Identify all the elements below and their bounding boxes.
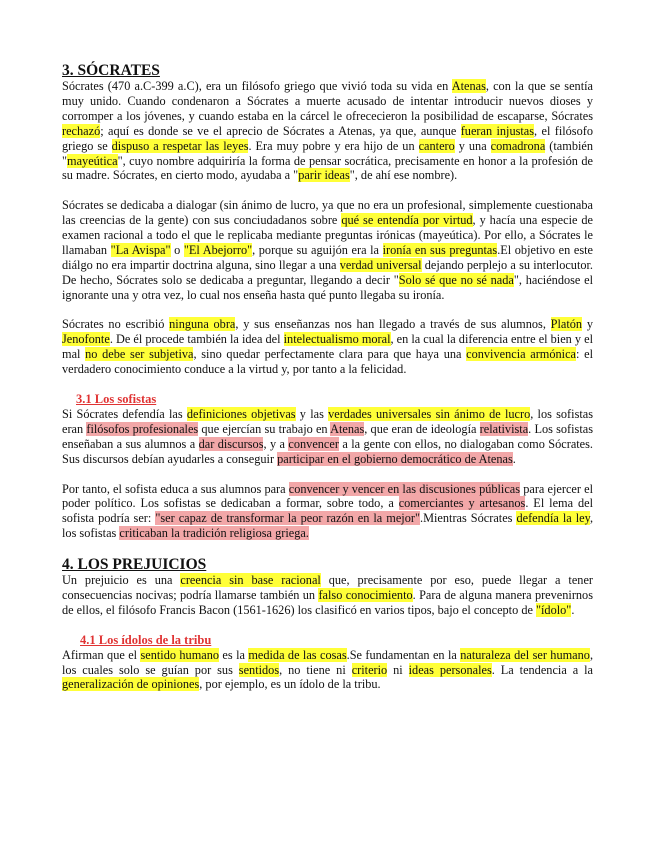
paragraph-gap bbox=[62, 618, 593, 633]
text-run: (también " bbox=[62, 138, 593, 168]
paragraph bbox=[62, 407, 593, 467]
text-run: y bbox=[582, 317, 593, 332]
highlight-yellow: generalización de opiniones bbox=[62, 677, 200, 692]
paragraph bbox=[62, 198, 593, 302]
heading-socrates: 3. SÓCRATES bbox=[62, 62, 160, 79]
text-run: . bbox=[571, 602, 575, 617]
text-run: ", de ahí ese nombre). bbox=[349, 168, 458, 183]
text-run: Sócrates se dedicaba a dialogar (sin ánimo de lucro, ya que no era un profesional, simplemente cuestionaba las creencias de la gente) con sus conciudadanos sobre bbox=[62, 198, 593, 228]
text-run: y las bbox=[295, 406, 329, 421]
text-run: . La tendencia a la bbox=[491, 662, 593, 677]
highlight-yellow: sentido humano bbox=[140, 647, 220, 662]
text-run: , porque su aguijón era la bbox=[252, 242, 383, 257]
highlight-yellow: ninguna obra bbox=[169, 317, 236, 332]
text-run: . Para de alguna manera prevenirnos de ellos, el filósofo Francis Bacon (1561-1626) los clasificó en varios tipos, bajo el concepto de bbox=[62, 587, 593, 617]
text-run: . De él procede también la idea del bbox=[109, 332, 284, 347]
text-run: Afirman que el bbox=[62, 647, 141, 662]
text-run: ; aquí es donde se ve el aprecio de Sócrates a Atenas, ya que, aunque bbox=[100, 123, 461, 138]
highlight-yellow: no debe ser subjetiva bbox=[85, 347, 194, 362]
highlight-yellow: dispuso a respetar las leyes bbox=[111, 138, 249, 153]
highlight-yellow: creencia sin base racional bbox=[180, 573, 321, 588]
highlight-yellow: criterio bbox=[351, 662, 388, 677]
text-run: . El lema del sofista podría ser: bbox=[62, 496, 593, 526]
highlight-pink: comerciantes y artesanos bbox=[398, 496, 526, 511]
highlight-yellow: rechazó bbox=[62, 123, 101, 138]
text-run: Si Sócrates defendía las bbox=[62, 406, 187, 421]
highlight-yellow: "ídolo" bbox=[536, 602, 572, 617]
text-run: Un prejuicio es una bbox=[62, 573, 181, 588]
paragraph bbox=[62, 79, 593, 183]
highlight-yellow: mayeútica bbox=[67, 153, 118, 168]
highlight-pink: dar discursos bbox=[198, 436, 264, 451]
highlight-yellow: "La Avispa" bbox=[110, 242, 171, 257]
highlight-yellow: medida de las cosas bbox=[248, 647, 347, 662]
highlight-pink: relativista bbox=[479, 421, 529, 436]
heading-prejuicios: 4. LOS PREJUICIOS bbox=[62, 556, 207, 574]
text-run: , sino quedar perfectamente clara para que haya una bbox=[193, 347, 467, 362]
highlight-pink: filósofos profesionales bbox=[86, 421, 199, 436]
highlight-yellow: comadrona bbox=[490, 138, 546, 153]
text-run: .Se fundamentan en la bbox=[346, 647, 461, 662]
paragraph bbox=[62, 317, 593, 377]
text-run: Sócrates no escribió bbox=[62, 317, 170, 332]
heading-idolos-tribu: 4.1 Los ídolos de la tribu bbox=[80, 632, 212, 647]
paragraph bbox=[62, 482, 593, 542]
text-run: . Era muy pobre y era hijo de un bbox=[248, 138, 419, 153]
text-run: , los sofistas eran bbox=[62, 406, 594, 436]
text-run: que, precisamente por eso, puede llegar a tener consecuencias nocivas; podría llamarse también un bbox=[62, 573, 593, 602]
paragraph-gap bbox=[62, 303, 593, 318]
highlight-yellow: convivencia armónica bbox=[466, 347, 577, 362]
heading-sofistas: 3.1 Los sofistas bbox=[76, 391, 157, 406]
highlight-yellow: verdad universal bbox=[339, 257, 422, 272]
highlight-yellow: cantero bbox=[418, 138, 455, 153]
text-run: y una bbox=[454, 138, 491, 153]
text-run: : el verdadero conocimiento conduce a la virtud y, por tanto a la felicidad. bbox=[62, 347, 594, 377]
text-run: o bbox=[170, 242, 184, 257]
paragraph bbox=[62, 573, 593, 618]
text-run: , el filósofo griego se bbox=[62, 123, 593, 153]
text-run: , y sus enseñanzas nos han llegado a través de sus alumnos, bbox=[235, 317, 551, 332]
text-run: Por tanto, el sofista educa a sus alumnos para bbox=[62, 481, 289, 496]
text-run: , que eran de ideología bbox=[364, 421, 480, 436]
highlight-yellow: definiciones objetivas bbox=[186, 406, 296, 421]
text-run: , y hacía una especie de examen racional a todo el que le replicaba mediante preguntas irónicas (mayeútica). Por ello, a Sócrates le llamaban bbox=[62, 213, 593, 257]
paragraph-gap bbox=[62, 183, 593, 198]
text-run: . Los sofistas enseñaban a sus alumnos a bbox=[62, 421, 593, 451]
text-run: , por ejemplo, es un ídolo de la tribu. bbox=[199, 677, 381, 692]
text-run: que ejercían su trabajo en bbox=[198, 421, 331, 436]
text-run: , con la que se sentía muy unido. Cuando condenaron a Sócrates a muerte acusado de intentar introducir nuevos dioses y corromper a los jóvenes, y cuando estaba en la cárcel le ofrececieron la posibilidad de escaparse, Sócrates bbox=[62, 79, 593, 123]
highlight-yellow: Solo sé que no sé nada bbox=[398, 272, 514, 287]
text-run: .Mientras Sócrates bbox=[420, 511, 517, 526]
highlight-yellow: Atenas bbox=[451, 79, 486, 93]
paragraph bbox=[62, 648, 593, 693]
paragraph-gap bbox=[62, 467, 593, 482]
text-run: dejando perplejo a su interlocutor. De hecho, Sócrates solo se dedicaba a preguntar, llegando a decir " bbox=[62, 257, 594, 287]
highlight-yellow: falso conocimiento bbox=[318, 587, 413, 602]
highlight-yellow: parir ideas bbox=[298, 168, 350, 183]
highlight-yellow: Jenofonte bbox=[62, 332, 110, 347]
text-run: . bbox=[512, 451, 516, 466]
paragraph-gap bbox=[62, 541, 593, 556]
highlight-yellow: intelectualismo moral bbox=[283, 332, 391, 347]
text-run: , los sofistas bbox=[62, 511, 594, 541]
paragraph-gap bbox=[62, 377, 593, 392]
text-run: ni bbox=[387, 662, 409, 677]
highlight-yellow: naturaleza del ser humano bbox=[460, 647, 590, 662]
text-run: para ejercer el poder político. Los sofistas se dedicaban a formar, sobre todo, a bbox=[62, 481, 593, 511]
highlight-yellow: ironía en sus preguntas bbox=[382, 242, 498, 257]
highlight-yellow: fueran injustas bbox=[460, 123, 535, 138]
text-run: , los cuales solo se guían por sus bbox=[62, 647, 594, 677]
highlight-pink: convencer y vencer en las discusiones públicas bbox=[288, 481, 521, 496]
highlight-yellow: qué se entendía por virtud bbox=[341, 213, 473, 228]
highlight-yellow: ideas personales bbox=[408, 662, 492, 677]
highlight-pink: "ser capaz de transformar la peor razón en la mejor" bbox=[155, 511, 420, 526]
highlight-pink: convencer bbox=[288, 436, 339, 451]
highlight-yellow: defendía la ley bbox=[516, 511, 590, 526]
highlight-pink: participar en el gobierno democrático de Atenas bbox=[277, 451, 513, 466]
highlight-yellow: sentidos bbox=[238, 662, 280, 677]
text-run: ", haciéndose el ignorante una y otra vez, lo cual nos enseña hasta qué punto llegaba su ironía. bbox=[62, 272, 593, 302]
text-run: ", cuyo nombre adquiriría la forma de pensar socrática, precisamente en honor a la profesión de su madre. Sócrates, en cierto modo, ayudaba a " bbox=[62, 153, 593, 183]
text-run: .El objetivo en este diálgo no era impartir doctrina alguna, sino llegar a una bbox=[62, 242, 593, 272]
highlight-yellow: Platón bbox=[550, 317, 583, 332]
highlight-yellow: verdades universales sin ánimo de lucro bbox=[328, 406, 531, 421]
text-run: , no tiene ni bbox=[279, 662, 352, 677]
text-run: a la gente con ellos, no dialogaban como Sócrates. Sus discursos debían ayudarles a conseguir bbox=[62, 436, 594, 466]
text-run: , y a bbox=[263, 436, 289, 451]
highlight-pink: Atenas bbox=[330, 421, 365, 436]
text-run: Sócrates (470 a.C-399 a.C), era un filósofo griego que vivió toda su vida en bbox=[62, 79, 452, 93]
highlight-yellow: "El Abejorro" bbox=[183, 242, 253, 257]
text-run: , en la cual la diferencia entre el bien y el mal bbox=[62, 332, 593, 362]
highlight-pink: criticaban la tradición religiosa griega. bbox=[119, 526, 309, 541]
text-run: es la bbox=[219, 647, 249, 662]
